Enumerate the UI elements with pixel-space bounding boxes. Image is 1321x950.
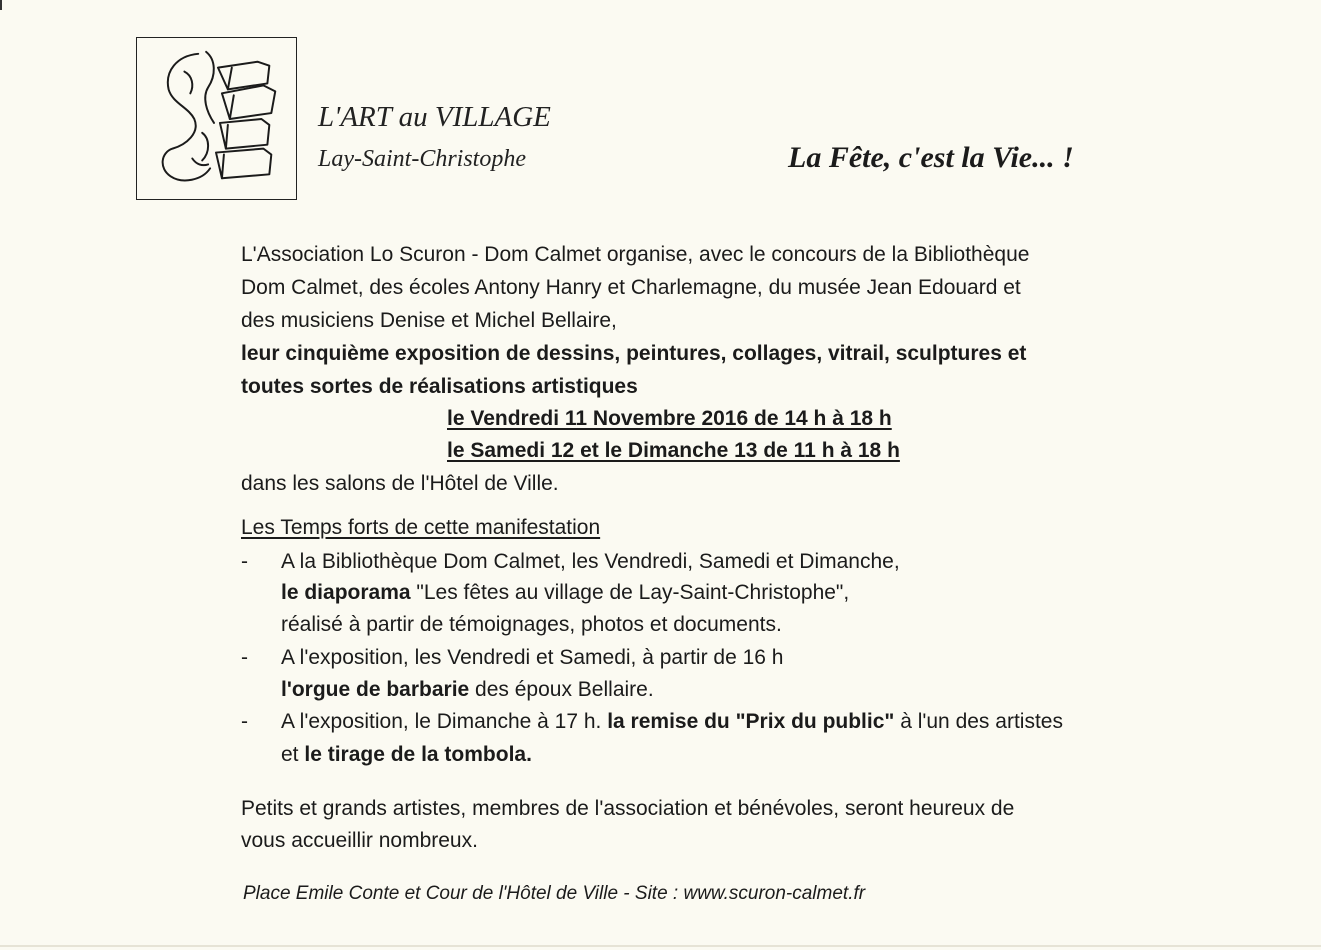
corner-mark — [0, 0, 2, 10]
bullet-dash: - — [241, 710, 248, 733]
association-town: Lay-Saint-Christophe — [318, 146, 526, 172]
bullet-dash: - — [241, 646, 248, 669]
exhibition-title-line-1: leur cinquième exposition de dessins, peintures, collages, vitrail, sculptures et — [241, 342, 1027, 365]
slogan: La Fête, c'est la Vie... ! — [788, 141, 1074, 174]
highlight-2-rest: des époux Bellaire. — [469, 678, 654, 701]
highlight-3-bold: la remise du "Prix du public" — [607, 710, 895, 733]
highlight-3-line-2-bold: le tirage de la tombola. — [304, 743, 532, 766]
highlight-1-bold: le diaporama — [281, 581, 411, 604]
highlight-1-line-3: réalisé à partir de témoignages, photos et documents. — [281, 613, 782, 636]
closing-line-1: Petits et grands artistes, membres de l'association et bénévoles, seront heureux de — [241, 797, 1015, 820]
sculpture-and-books-logo-icon — [137, 38, 296, 199]
highlights-heading: Les Temps forts de cette manifestation — [241, 516, 601, 539]
closing-line-2: vous accueillir nombreux. — [241, 829, 478, 852]
highlight-3-start: A l'exposition, le Dimanche à 17 h. — [281, 710, 608, 733]
intro-line-1: L'Association Lo Scuron - Dom Calmet organise, avec le concours de la Bibliothèque — [241, 243, 1030, 266]
venue: dans les salons de l'Hôtel de Ville. — [241, 472, 559, 495]
footer-address: Place Emile Conte et Cour de l'Hôtel de Ville - Site : www.scuron-calmet.fr — [243, 883, 866, 904]
intro-line-2: Dom Calmet, des écoles Antony Hanry et Charlemagne, du musée Jean Edouard et — [241, 276, 1021, 299]
exhibition-title-line-2: toutes sortes de réalisations artistiques — [241, 375, 638, 398]
highlight-3-line-2 — [281, 742, 532, 768]
highlight-1-rest: "Les fêtes au village de Lay-Saint-Christophe", — [410, 581, 850, 604]
highlight-1-line-1: A la Bibliothèque Dom Calmet, les Vendredi, Samedi et Dimanche, — [281, 550, 900, 573]
highlight-3-line-1 — [281, 709, 1063, 735]
date-friday: le Vendredi 11 Novembre 2016 de 14 h à 18 h — [447, 407, 892, 430]
highlight-3-line-2-start: et — [281, 743, 305, 766]
date-weekend: le Samedi 12 et le Dimanche 13 de 11 h à 18 h — [447, 439, 900, 462]
association-logo — [136, 37, 297, 200]
paper-edge — [0, 945, 1321, 947]
bullet-dash: - — [241, 550, 248, 573]
highlight-2-bold: l'orgue de barbarie — [281, 678, 470, 701]
highlight-2-line-1: A l'exposition, les Vendredi et Samedi, à partir de 16 h — [281, 646, 784, 669]
intro-line-3: des musiciens Denise et Michel Bellaire, — [241, 309, 617, 332]
highlight-3-end: à l'un des artistes — [894, 710, 1063, 733]
highlight-1-line-2 — [281, 580, 849, 606]
association-name: L'ART au VILLAGE — [318, 101, 551, 133]
highlight-2-line-2 — [281, 677, 654, 703]
